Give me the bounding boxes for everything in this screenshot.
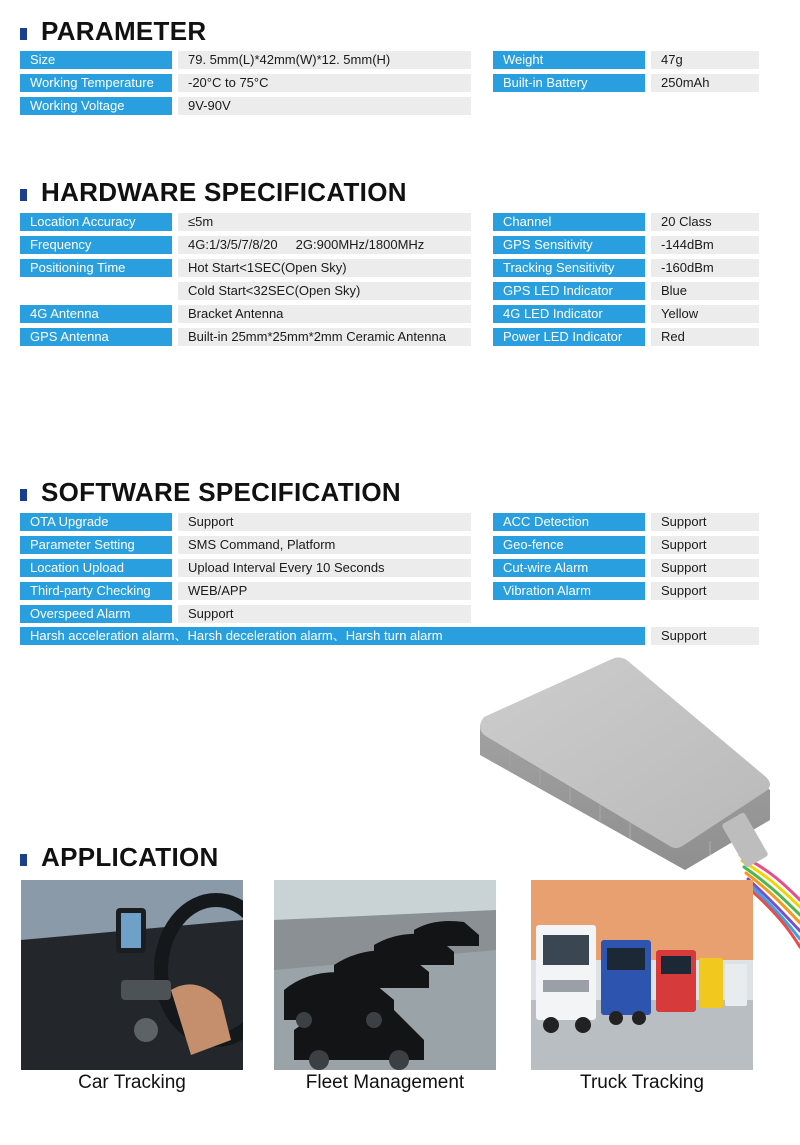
spec-value: Bracket Antenna [178,305,471,323]
spec-row [493,51,759,69]
spec-label: Vibration Alarm [493,582,645,600]
spec-value: -160dBm [651,259,759,277]
truck-tracking-caption: Truck Tracking [580,1072,704,1093]
spec-value: -20°C to 75°C [178,74,471,92]
title-marker [20,489,27,501]
spec-value: Support [651,559,759,577]
spec-label: GPS LED Indicator [493,282,645,300]
spec-label: OTA Upgrade [20,513,172,531]
spec-label: 4G LED Indicator [493,305,645,323]
spec-value: Support [651,627,759,645]
spec-row [493,74,759,92]
spec-row [20,328,471,346]
spec-value: Support [178,605,471,623]
title-marker [20,28,27,40]
spec-row [493,536,759,554]
spec-label-empty [20,282,172,300]
spec-value: 4G:1/3/5/7/8/20 2G:900MHz/1800MHz [178,236,471,254]
spec-label: Overspeed Alarm [20,605,172,623]
spec-label: ACC Detection [493,513,645,531]
spec-value: 9V-90V [178,97,471,115]
spec-label: Location Accuracy [20,213,172,231]
spec-label: Power LED Indicator [493,328,645,346]
spec-value: Blue [651,282,759,300]
spec-row [493,328,759,346]
car-interior-photo [21,880,243,1070]
spec-value: WEB/APP [178,582,471,600]
spec-row [493,513,759,531]
spec-value: Built-in 25mm*25mm*2mm Ceramic Antenna [178,328,471,346]
spec-row [493,582,759,600]
spec-label: Geo-fence [493,536,645,554]
title-marker [20,854,27,866]
spec-row [20,605,471,623]
spec-row [493,213,759,231]
spec-row [20,282,471,300]
spec-row [493,236,759,254]
application-title: APPLICATION [20,842,219,872]
spec-row-wide [20,627,759,645]
spec-value: Support [651,513,759,531]
spec-value: SMS Command, Platform [178,536,471,554]
spec-value: ≤5m [178,213,471,231]
software-title: SOFTWARE SPECIFICATION [20,477,401,507]
spec-value: Support [651,536,759,554]
spec-value: Cold Start<32SEC(Open Sky) [178,282,471,300]
spec-row [20,582,471,600]
parameter-title: PARAMETER [20,16,206,46]
spec-row [493,259,759,277]
spec-row [493,305,759,323]
spec-value: Upload Interval Every 10 Seconds [178,559,471,577]
fleet-management-caption: Fleet Management [305,1072,465,1093]
spec-label: Frequency [20,236,172,254]
spec-label: Built-in Battery [493,74,645,92]
spec-row [20,513,471,531]
spec-label: Cut-wire Alarm [493,559,645,577]
spec-row [20,51,471,69]
spec-label: GPS Sensitivity [493,236,645,254]
spec-label: Size [20,51,172,69]
spec-row [20,305,471,323]
spec-row [20,536,471,554]
spec-value: 20 Class [651,213,759,231]
spec-row [493,559,759,577]
trucks-photo [531,880,753,1070]
spec-label: 4G Antenna [20,305,172,323]
spec-label: Tracking Sensitivity [493,259,645,277]
spec-value: -144dBm [651,236,759,254]
spec-value: 47g [651,51,759,69]
spec-label: Working Temperature [20,74,172,92]
spec-label: Channel [493,213,645,231]
spec-label: Harsh acceleration alarm、Harsh deceleration alarm、Harsh turn alarm [20,627,645,645]
title-marker [20,189,27,201]
spec-row [20,74,471,92]
spec-label: Working Voltage [20,97,172,115]
spec-row [493,282,759,300]
spec-label: Third-party Checking [20,582,172,600]
spec-label: Positioning Time [20,259,172,277]
parked-cars-photo [274,880,496,1070]
spec-label: Location Upload [20,559,172,577]
spec-value: Hot Start<1SEC(Open Sky) [178,259,471,277]
hardware-title: HARDWARE SPECIFICATION [20,177,407,207]
spec-value: 79. 5mm(L)*42mm(W)*12. 5mm(H) [178,51,471,69]
spec-row [20,259,471,277]
spec-value: Support [178,513,471,531]
spec-value: Support [651,582,759,600]
spec-label: GPS Antenna [20,328,172,346]
spec-value: 250mAh [651,74,759,92]
spec-row [20,236,471,254]
spec-row [20,559,471,577]
spec-label: Weight [493,51,645,69]
spec-value: Yellow [651,305,759,323]
spec-row [20,213,471,231]
spec-label: Parameter Setting [20,536,172,554]
spec-value: Red [651,328,759,346]
spec-row [20,97,471,115]
car-tracking-caption: Car Tracking [78,1072,186,1093]
